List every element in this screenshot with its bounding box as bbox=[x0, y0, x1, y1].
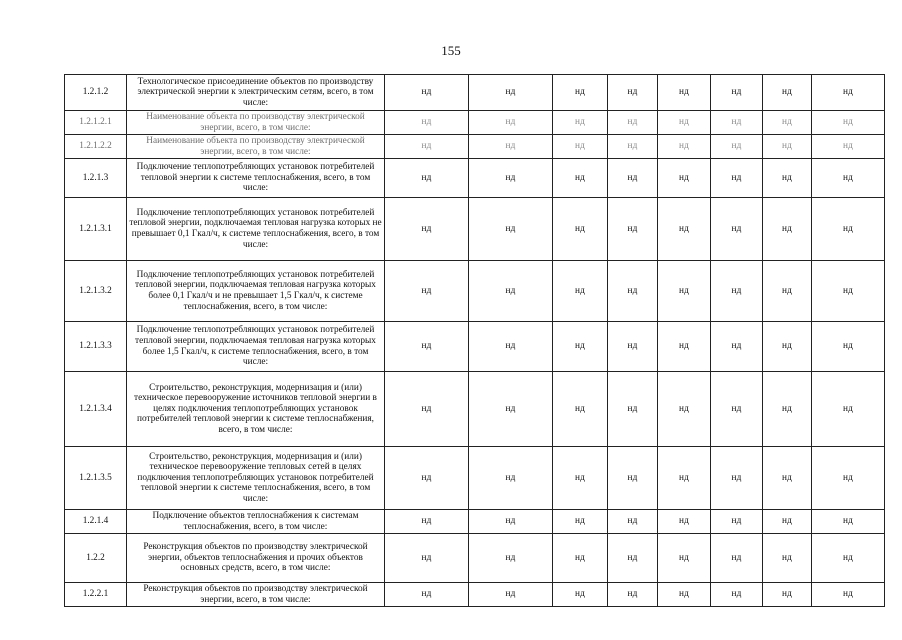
value-cell: нд bbox=[385, 261, 469, 322]
value-cell: нд bbox=[608, 510, 658, 534]
value-cell: нд bbox=[469, 135, 553, 159]
table-row bbox=[65, 111, 885, 135]
row-code: 1.2.1.3.2 bbox=[65, 261, 127, 322]
value-cell: нд bbox=[553, 534, 608, 583]
investment-table bbox=[64, 74, 885, 607]
row-description: Строительство, реконструкция, модернизация и (или) техническое перевооружение источников тепловой энергии в целях подключения теплопотребляющих установок потребителей тепловой энергии к системе теплоснабжения, всего, в том числе: bbox=[127, 372, 385, 447]
value-cell: нд bbox=[469, 159, 553, 198]
table-row bbox=[65, 583, 885, 607]
value-cell: нд bbox=[385, 322, 469, 372]
value-cell: нд bbox=[553, 261, 608, 322]
row-description: Подключение теплопотребляющих установок потребителей тепловой энергии, подключаемая тепловая нагрузка которых более 1,5 Гкал/ч, к системе теплоснабжения, всего, в том числе: bbox=[127, 322, 385, 372]
value-cell: нд bbox=[658, 198, 711, 261]
value-cell: нд bbox=[812, 583, 885, 607]
value-cell: нд bbox=[469, 372, 553, 447]
value-cell: нд bbox=[812, 75, 885, 111]
value-cell: нд bbox=[711, 534, 763, 583]
value-cell: нд bbox=[711, 447, 763, 510]
value-cell: нд bbox=[763, 372, 812, 447]
value-cell: нд bbox=[553, 322, 608, 372]
value-cell: нд bbox=[763, 198, 812, 261]
row-code: 1.2.1.3.4 bbox=[65, 372, 127, 447]
table-row bbox=[65, 322, 885, 372]
value-cell: нд bbox=[469, 75, 553, 111]
value-cell: нд bbox=[812, 159, 885, 198]
value-cell: нд bbox=[812, 198, 885, 261]
row-description: Подключение теплопотребляющих установок потребителей тепловой энергии, подключаемая тепловая нагрузка которых более 0,1 Гкал/ч и не превышает 1,5 Гкал/ч, к системе теплоснабжения, всего, в том числе: bbox=[127, 261, 385, 322]
value-cell: нд bbox=[553, 447, 608, 510]
value-cell: нд bbox=[385, 198, 469, 261]
value-cell: нд bbox=[763, 111, 812, 135]
row-code: 1.2.1.3.1 bbox=[65, 198, 127, 261]
value-cell: нд bbox=[658, 261, 711, 322]
value-cell: нд bbox=[711, 372, 763, 447]
value-cell: нд bbox=[763, 135, 812, 159]
value-cell: нд bbox=[812, 322, 885, 372]
value-cell: нд bbox=[763, 261, 812, 322]
row-code: 1.2.1.3.3 bbox=[65, 322, 127, 372]
value-cell: нд bbox=[812, 534, 885, 583]
page-number: 155 bbox=[441, 43, 461, 58]
value-cell: нд bbox=[711, 75, 763, 111]
value-cell: нд bbox=[658, 322, 711, 372]
value-cell: нд bbox=[553, 583, 608, 607]
table-row bbox=[65, 135, 885, 159]
value-cell: нд bbox=[763, 75, 812, 111]
value-cell: нд bbox=[763, 534, 812, 583]
value-cell: нд bbox=[469, 534, 553, 583]
value-cell: нд bbox=[608, 372, 658, 447]
table-row bbox=[65, 159, 885, 198]
row-code: 1.2.1.2.2 bbox=[65, 135, 127, 159]
row-code: 1.2.1.2.1 bbox=[65, 111, 127, 135]
value-cell: нд bbox=[711, 322, 763, 372]
value-cell: нд bbox=[711, 198, 763, 261]
value-cell: нд bbox=[553, 372, 608, 447]
value-cell: нд bbox=[553, 510, 608, 534]
value-cell: нд bbox=[763, 447, 812, 510]
table-row bbox=[65, 261, 885, 322]
table-row bbox=[65, 510, 885, 534]
value-cell: нд bbox=[658, 583, 711, 607]
row-description: Технологическое присоединение объектов по производству электрической энергии к электрическим сетям, всего, в том числе: bbox=[127, 75, 385, 111]
value-cell: нд bbox=[385, 447, 469, 510]
value-cell: нд bbox=[711, 159, 763, 198]
row-description: Строительство, реконструкция, модернизация и (или) техническое перевооружение тепловых сетей в целях подключения теплопотребляющих установок потребителей тепловой энергии к системе теплоснабжения, всего, в том числе: bbox=[127, 447, 385, 510]
row-code: 1.2.1.3 bbox=[65, 159, 127, 198]
table-row bbox=[65, 372, 885, 447]
value-cell: нд bbox=[812, 447, 885, 510]
value-cell: нд bbox=[658, 159, 711, 198]
value-cell: нд bbox=[658, 447, 711, 510]
value-cell: нд bbox=[608, 111, 658, 135]
value-cell: нд bbox=[385, 583, 469, 607]
row-description: Наименование объекта по производству электрической энергии, всего, в том числе: bbox=[127, 135, 385, 159]
value-cell: нд bbox=[812, 111, 885, 135]
row-description: Наименование объекта по производству электрической энергии, всего, в том числе: bbox=[127, 111, 385, 135]
table-row bbox=[65, 198, 885, 261]
value-cell: нд bbox=[469, 322, 553, 372]
value-cell: нд bbox=[711, 510, 763, 534]
value-cell: нд bbox=[658, 111, 711, 135]
row-description: Подключение объектов теплоснабжения к системам теплоснабжения, всего, в том числе: bbox=[127, 510, 385, 534]
value-cell: нд bbox=[385, 135, 469, 159]
row-description: Реконструкция объектов по производству электрической энергии, объектов теплоснабжения и прочих объектов основных средств, всего, в том числе: bbox=[127, 534, 385, 583]
value-cell: нд bbox=[711, 583, 763, 607]
value-cell: нд bbox=[608, 322, 658, 372]
value-cell: нд bbox=[812, 510, 885, 534]
value-cell: нд bbox=[469, 261, 553, 322]
value-cell: нд bbox=[385, 75, 469, 111]
value-cell: нд bbox=[469, 198, 553, 261]
value-cell: нд bbox=[658, 372, 711, 447]
value-cell: нд bbox=[553, 111, 608, 135]
value-cell: нд bbox=[763, 159, 812, 198]
value-cell: нд bbox=[658, 75, 711, 111]
row-code: 1.2.2 bbox=[65, 534, 127, 583]
row-code: 1.2.1.3.5 bbox=[65, 447, 127, 510]
value-cell: нд bbox=[469, 510, 553, 534]
value-cell: нд bbox=[469, 111, 553, 135]
value-cell: нд bbox=[763, 510, 812, 534]
row-code: 1.2.1.4 bbox=[65, 510, 127, 534]
value-cell: нд bbox=[385, 111, 469, 135]
row-description: Реконструкция объектов по производству электрической энергии, всего, в том числе: bbox=[127, 583, 385, 607]
value-cell: нд bbox=[469, 583, 553, 607]
row-code: 1.2.2.1 bbox=[65, 583, 127, 607]
value-cell: нд bbox=[812, 372, 885, 447]
value-cell: нд bbox=[711, 261, 763, 322]
value-cell: нд bbox=[658, 534, 711, 583]
row-description: Подключение теплопотребляющих установок потребителей тепловой энергии, подключаемая тепловая нагрузка которых не превышает 0,1 Гкал/ч, к системе теплоснабжения, всего, в том числе: bbox=[127, 198, 385, 261]
value-cell: нд bbox=[608, 135, 658, 159]
value-cell: нд bbox=[812, 135, 885, 159]
value-cell: нд bbox=[385, 510, 469, 534]
value-cell: нд bbox=[553, 198, 608, 261]
value-cell: нд bbox=[658, 510, 711, 534]
value-cell: нд bbox=[385, 372, 469, 447]
value-cell: нд bbox=[608, 159, 658, 198]
value-cell: нд bbox=[711, 111, 763, 135]
table-row bbox=[65, 534, 885, 583]
value-cell: нд bbox=[553, 75, 608, 111]
value-cell: нд bbox=[763, 322, 812, 372]
value-cell: нд bbox=[608, 261, 658, 322]
value-cell: нд bbox=[469, 447, 553, 510]
value-cell: нд bbox=[608, 534, 658, 583]
value-cell: нд bbox=[385, 159, 469, 198]
value-cell: нд bbox=[608, 447, 658, 510]
row-code: 1.2.1.2 bbox=[65, 75, 127, 111]
table-row bbox=[65, 75, 885, 111]
value-cell: нд bbox=[812, 261, 885, 322]
value-cell: нд bbox=[608, 75, 658, 111]
value-cell: нд bbox=[763, 583, 812, 607]
value-cell: нд bbox=[658, 135, 711, 159]
value-cell: нд bbox=[608, 583, 658, 607]
value-cell: нд bbox=[553, 159, 608, 198]
value-cell: нд bbox=[385, 534, 469, 583]
table-row bbox=[65, 447, 885, 510]
value-cell: нд bbox=[608, 198, 658, 261]
value-cell: нд bbox=[711, 135, 763, 159]
row-description: Подключение теплопотребляющих установок потребителей тепловой энергии к системе теплоснабжения, всего, в том числе: bbox=[127, 159, 385, 198]
value-cell: нд bbox=[553, 135, 608, 159]
